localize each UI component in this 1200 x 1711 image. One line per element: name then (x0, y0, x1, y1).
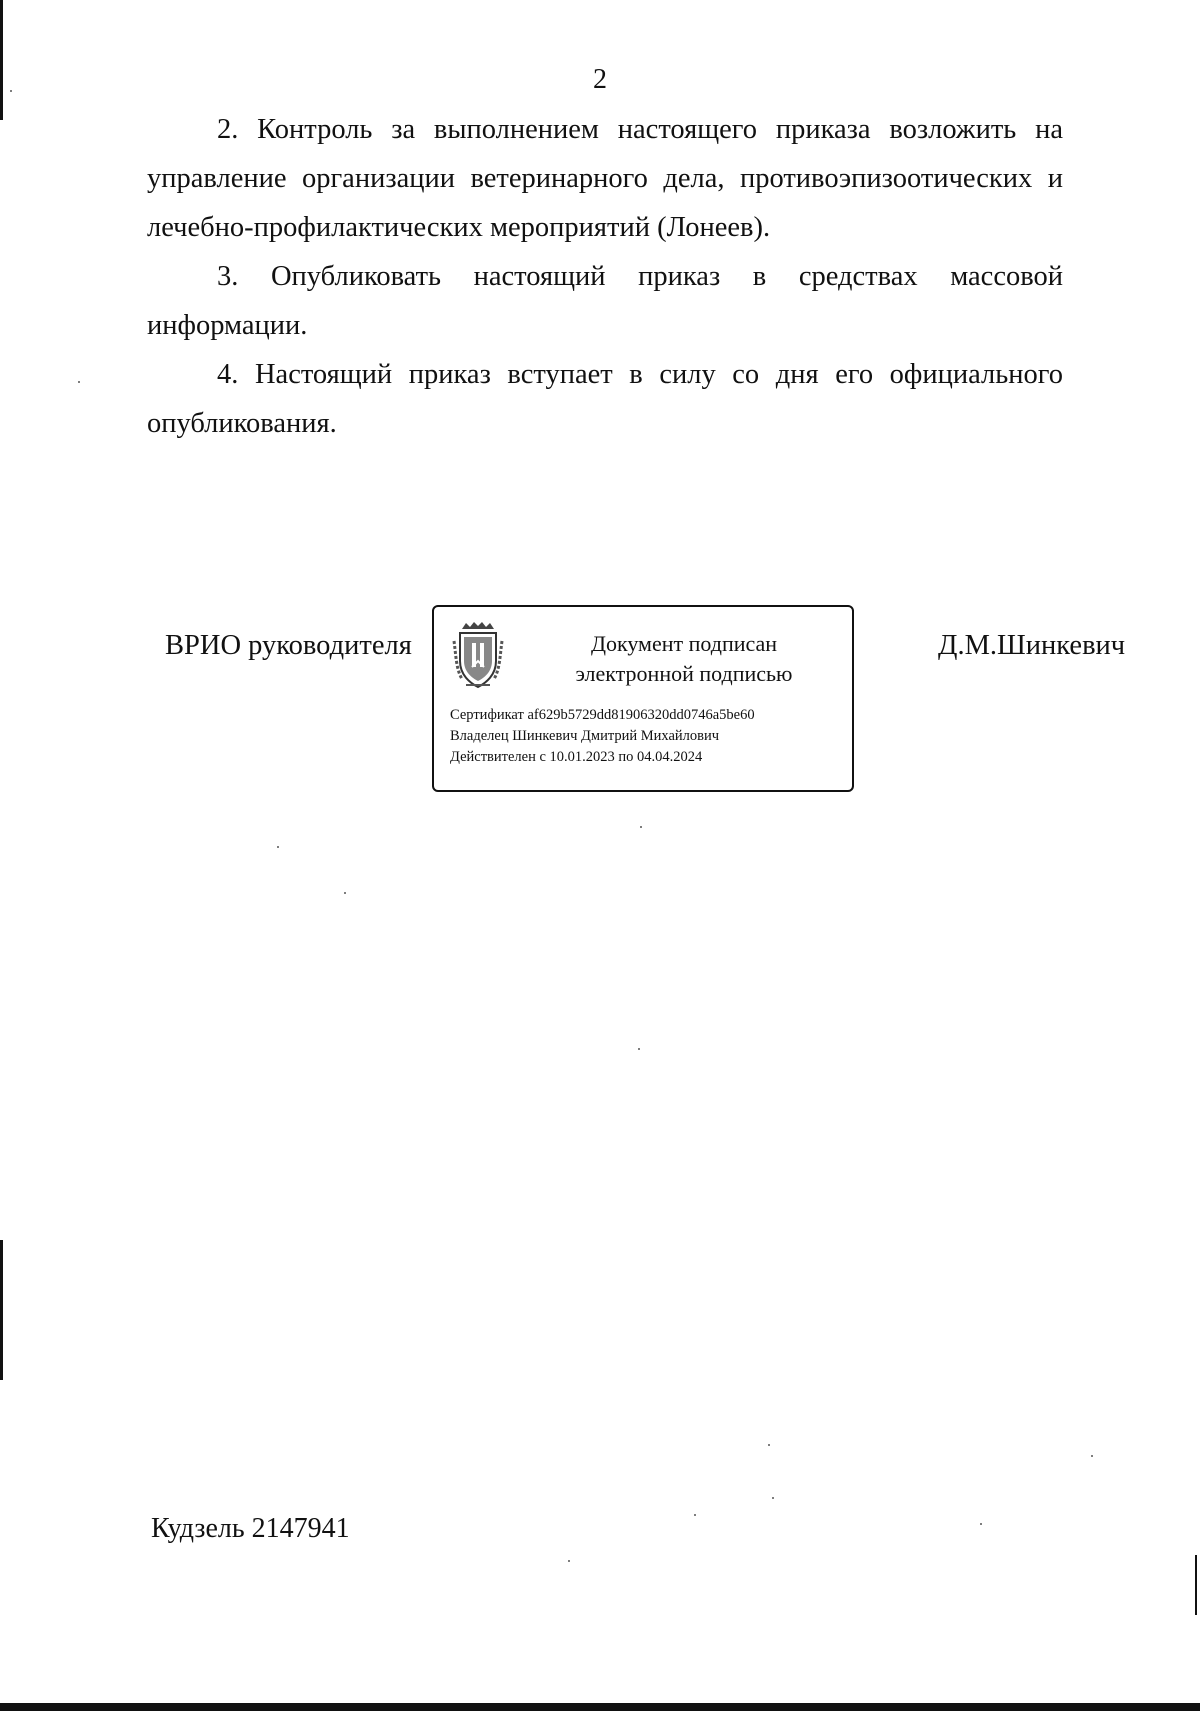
page-number: 2 (593, 64, 607, 95)
stamp-validity: Действителен с 10.01.2023 по 04.04.2024 (450, 749, 703, 765)
scan-speck (277, 846, 279, 848)
stamp-heading-line1: Документ подписан (590, 631, 778, 656)
scan-speck (772, 1497, 774, 1499)
stamp-heading-line2: электронной подписью (575, 661, 793, 686)
scan-speck (1091, 1455, 1093, 1457)
signer-name: Д.М.Шинкевич (938, 630, 1126, 661)
scan-speck (568, 1560, 570, 1562)
order-body (147, 105, 1063, 448)
executor-note: Кудзель 2147941 (151, 1513, 350, 1544)
stamp-certificate: Сертификат af629b5729dd81906320dd0746a5be60 (450, 707, 755, 723)
scan-speck (10, 90, 12, 92)
scan-speck (78, 381, 80, 383)
paragraph-control: 2. Контроль за выполнением настоящего приказа возложить на управление организации ветеринарного дела, противоэпизоотических и лечебно-профилактических мероприятий (Лонеев). (147, 114, 1063, 243)
scan-speck (640, 826, 642, 828)
scan-edge-bottom (0, 1703, 1200, 1711)
scan-edge-left-bottom (0, 1240, 3, 1380)
scan-speck (980, 1523, 982, 1525)
stamp-owner: Владелец Шинкевич Дмитрий Михайлович (450, 728, 720, 744)
electronic-signature-stamp (432, 605, 854, 792)
scan-speck (344, 892, 346, 894)
scan-edge-right (1195, 1555, 1197, 1615)
signer-position: ВРИО руководителя (165, 630, 412, 661)
scan-speck (694, 1514, 696, 1516)
stamp-heading (534, 629, 834, 689)
scan-edge-left-top (0, 0, 3, 120)
stamp-details (450, 705, 755, 768)
paragraph-publish: 3. Опубликовать настоящий приказ в средствах массовой информации. (147, 261, 1063, 341)
scan-speck (768, 1444, 770, 1446)
paragraph-effective: 4. Настоящий приказ вступает в силу со дня его официального опубликования. (147, 359, 1063, 439)
scan-speck (638, 1048, 640, 1050)
coat-of-arms-icon (452, 621, 504, 691)
